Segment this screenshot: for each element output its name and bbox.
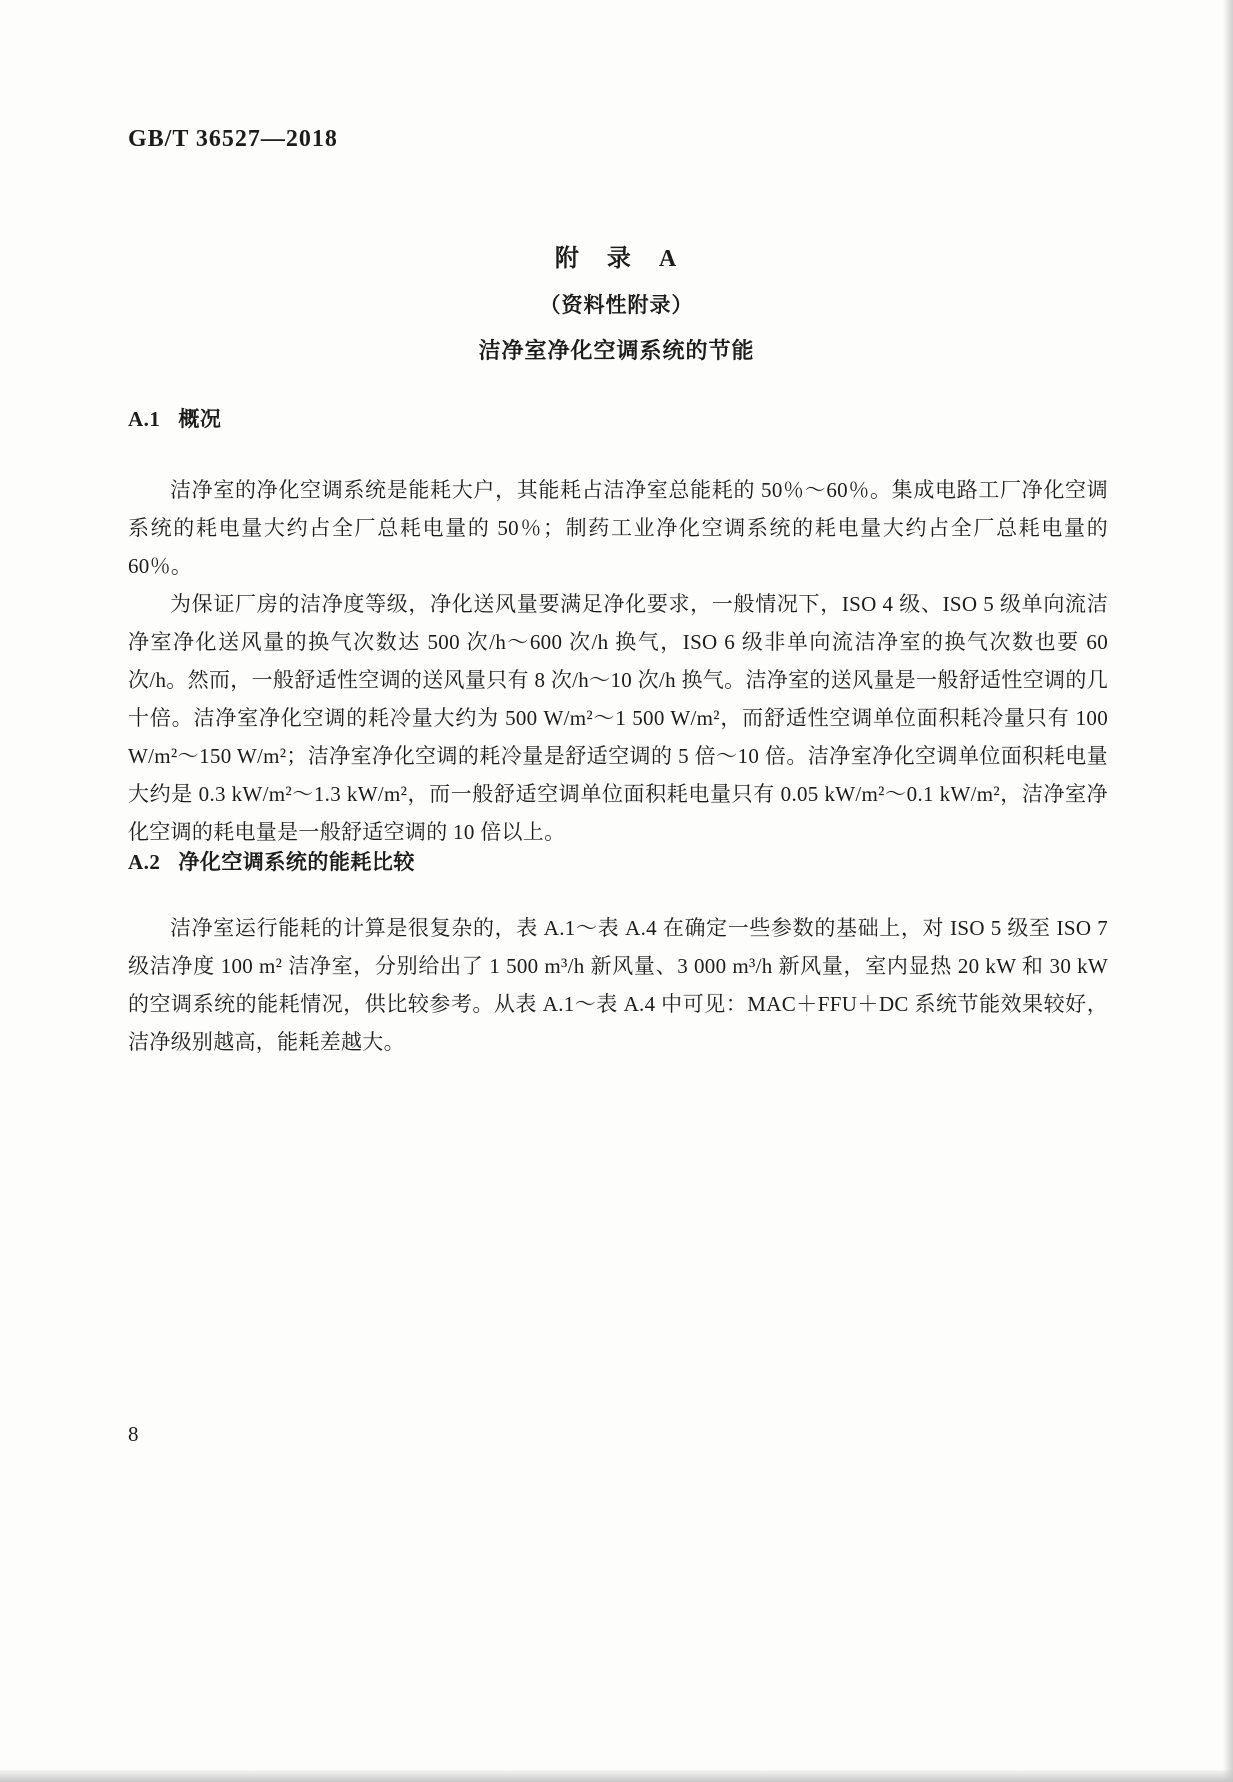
scan-edge-bottom (0, 1770, 1233, 1782)
section-heading-a2 (128, 846, 415, 876)
standard-number: GB/T 36527—2018 (128, 126, 338, 152)
section-title: 净化空调系统的能耗比较 (178, 850, 415, 874)
appendix-subtitle: （资料性附录） (539, 293, 694, 317)
paragraph-a1-2: 为保证厂房的洁净度等级，净化送风量要满足净化要求，一般情况下，ISO 4 级、ISO 5 级单向流洁净室净化送风量的换气次数达 500 次/h～600 次/h 换气，ISO 6 级非单向流洁净室的换气次数也要 60 次/h。然而，一般舒适性空调的送风量只有 8 次/h～10 次/h 换气。洁净室的送风量是一般舒适性空调的几十倍。洁净室净化空调的耗冷量大约为 500 W/m²～1 500 W/m²，而舒适性空调单位面积耗冷量只有 100 W/m²～150 W/m²；洁净室净化空调的耗冷量是舒适空调的 5 倍～10 倍。洁净室净化空调单位面积耗电量大约是 0.3 kW/m²～1.3 kW/m²，而一般舒适空调单位面积耗电量只有 0.05 kW/m²～0.1 kW/m²，洁净室净化空调的耗电量是一般舒适空调的 10 倍以上。 (128, 592, 1108, 844)
section-number: A.2 (128, 850, 161, 874)
appendix-title-block (0, 238, 1233, 365)
paragraph-a1-1: 洁净室的净化空调系统是能耗大户，其能耗占洁净室总能耗的 50％～60％。集成电路工厂净化空调系统的耗电量大约占全厂总耗电量的 50％；制药工业净化空调系统的耗电量大约占全厂总耗电量的 60％。 (128, 478, 1108, 578)
section-number: A.1 (128, 407, 161, 431)
appendix-name: 洁净室净化空调系统的节能 (478, 338, 755, 363)
appendix-title: 附 录 A (554, 246, 679, 272)
section-heading-a1 (128, 403, 221, 433)
paragraph-a2-1: 洁净室运行能耗的计算是很复杂的，表 A.1～表 A.4 在确定一些参数的基础上，对 ISO 5 级至 ISO 7 级洁净度 100 m² 洁净室，分别给出了 1 500 m³/h 新风量、3 000 m³/h 新风量，室内显热 20 kW 和 30 kW 的空调系统的能耗情况，供比较参考。从表 A.1～表 A.4 中可见：MAC＋FFU＋DC 系统节能效果较好，洁净级别越高，能耗差越大。 (128, 916, 1108, 1054)
page-number: 8 (128, 1422, 139, 1446)
section-title: 概况 (178, 407, 222, 431)
